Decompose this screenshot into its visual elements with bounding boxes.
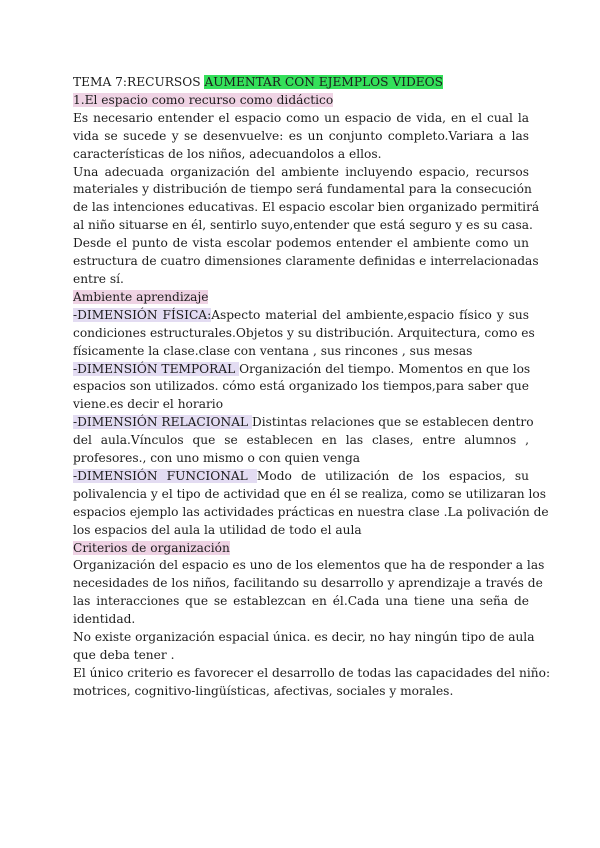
- section-heading-ambiente: [73, 289, 529, 307]
- dimension-first-line: [73, 307, 529, 325]
- paragraph-unico-criterio: [73, 665, 551, 701]
- text-line: necesidades de los niños, facilitando su desarrollo y aprendizaje a través de: [73, 576, 543, 591]
- dimension-text: Modo de utilización de los espacios, su: [256, 468, 529, 483]
- dimension-label: -DIMENSIÓN FUNCIONAL: [73, 468, 257, 483]
- title-prefix: TEMA 7:RECURSOS: [73, 75, 205, 89]
- text-line: las interacciones que se establezcan en él.Cada una tiene una seña de: [73, 594, 529, 609]
- text-line: motrices, cognitivo-lingüísticas, afectivas, sociales y morales.: [73, 683, 454, 698]
- text-line: que deba tener .: [73, 648, 175, 662]
- text-line: estructura de cuatro dimensiones claramente definidas e interrelacionadas: [73, 254, 539, 269]
- dimension-first-line: [73, 468, 529, 486]
- heading-text: 1.El espacio como recurso como didáctico: [73, 92, 334, 107]
- dimension-first-line: [73, 414, 534, 432]
- text-line: al niño situarse en él, sentirlo suyo,entender que está seguro y es su casa.: [73, 218, 533, 233]
- text-line: condiciones estructurales.Objetos y su distribución. Arquitectura, como es: [73, 325, 535, 340]
- paragraph-organizacion-ambiente: [73, 164, 540, 236]
- text-line: entre sí.: [73, 271, 124, 286]
- heading-text: Criterios de organización: [73, 540, 230, 555]
- dimension-temporal: [73, 361, 529, 415]
- text-line: El único criterio es favorecer el desarrollo de todas las capacidades del niño:: [73, 665, 551, 680]
- text-line: identidad.: [73, 612, 136, 627]
- text-line: características de los niños, adecuandolos a ellos.: [73, 146, 382, 161]
- text-line: los espacios del aula la utilidad de todo el aula: [73, 522, 362, 537]
- dimension-text: Distintas relaciones que se establecen dentro: [251, 415, 534, 430]
- text-line: profesores., con uno mismo o con quien venga: [73, 451, 361, 466]
- title-highlight: AUMENTAR CON EJEMPLOS VIDEOS: [204, 75, 444, 89]
- text-line: vida se sucede y se desenvuelve: es un conjunto completo.Variara a las: [73, 128, 529, 143]
- dimension-first-line: [73, 361, 529, 379]
- dimension-label: -DIMENSIÓN TEMPORAL: [73, 361, 240, 376]
- section-heading-criterios: [73, 540, 529, 558]
- text-line: viene.es decir el horario: [73, 397, 224, 412]
- text-line: espacios son utilizados. cómo está organizado los tiempos,para saber que: [73, 379, 529, 394]
- text-line: físicamente la clase.clase con ventana , sus rincones , sus mesas: [73, 343, 473, 358]
- dimension-text: Organización del tiempo. Momentos en que los: [239, 361, 531, 376]
- text-line: No existe organización espacial única. es decir, no hay ningún tipo de aula: [73, 630, 535, 645]
- text-line: Organización del espacio es uno de los elementos que ha de responder a las: [73, 558, 545, 573]
- dimension-fisica: [73, 307, 535, 361]
- text-line: de las intenciones educativas. El espacio escolar bien organizado permitirá: [73, 200, 540, 215]
- dimension-text: Aspecto material del ambiente,espacio físico y sus: [211, 307, 529, 322]
- paragraph-espacio-vida: [73, 110, 529, 164]
- paragraph-organizacion-espacio: [73, 557, 545, 629]
- document-title: [73, 74, 529, 92]
- text-line: espacios ejemplo las actividades prácticas en nuestra clase .La polivación de: [73, 504, 549, 519]
- paragraph-organizacion-unica: [73, 629, 535, 665]
- heading-text: Ambiente aprendizaje: [73, 289, 209, 304]
- text-line: Una adecuada organización del ambiente incluyendo espacio, recursos: [73, 164, 529, 179]
- text-line: Es necesario entender el espacio como un espacio de vida, en el cual la: [73, 110, 529, 125]
- dimension-label: -DIMENSIÓN FÍSICA:: [73, 307, 212, 322]
- text-line: materiales y distribución de tiempo será fundamental para la consecución: [73, 182, 532, 197]
- dimension-relacional: [73, 414, 534, 468]
- text-line: Desde el punto de vista escolar podemos entender el ambiente como un: [73, 236, 529, 251]
- dimension-label: -DIMENSIÓN RELACIONAL: [73, 415, 252, 430]
- text-line: del aula.Vínculos que se establecen en las clases, entre alumnos ,: [73, 433, 529, 448]
- paragraph-cuatro-dimensiones: [73, 235, 539, 289]
- section-heading-espacio: [73, 92, 529, 110]
- text-line: polivalencia y el tipo de actividad que en él se realiza, como se utilizaran los: [73, 486, 547, 501]
- dimension-funcional: [73, 468, 549, 540]
